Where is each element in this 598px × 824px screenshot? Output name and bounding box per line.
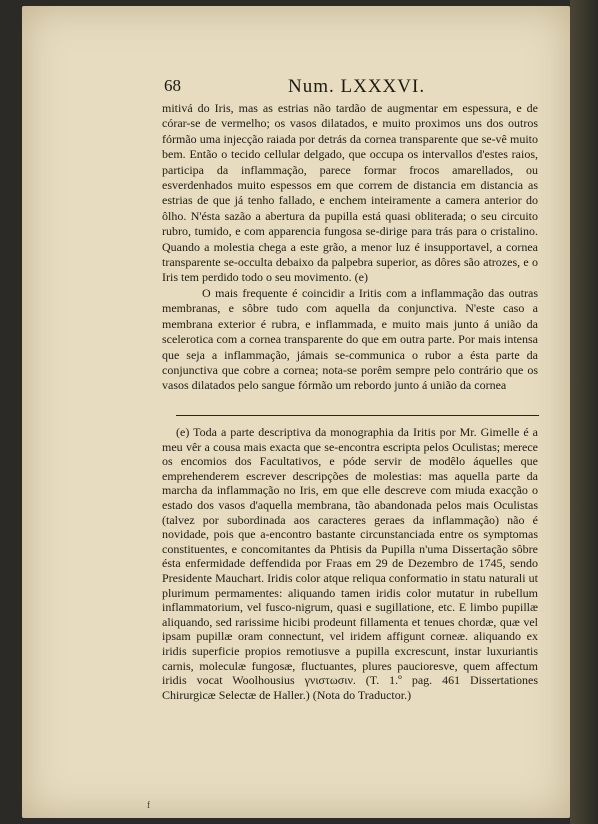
footnote xyxy=(162,425,538,702)
page-header xyxy=(164,76,540,98)
main-text xyxy=(162,101,538,394)
paragraph-2: O mais frequente é coincidir a Iritis com a inflammação das outras membranas, e sôbre tudo com aquella da conjunctiva. N'este caso a membrana exterior é rubra, e inflammada, e muito mais junto á união da scelerotica com a cornea transparente do que em outra parte. Por mais intensa que seja a inflammação, jámais se-communica o rubor a ésta parte da conjunctiva que cobre a cornea; nota-se porêm sempre pelo contrário que os vasos dilatados pelo sangue fórmão um rebordo junto á união da cornea xyxy=(162,285,538,393)
footnote-text: (e) Toda a parte descriptiva da monographia da Iritis por Mr. Gimelle é a meu vêr a cousa mais exacta que se-encontra escripta pelos Oculistas; merece os encomios dos Facultativos, e póde servir de modêlo áquelles que emprehenderem escrever descripções de molestias: mas aquella parte da marcha da inflammação no Iris, em que elle descreve com miuda exacção o estado dos vasos d'aquella membrana, tão abandonada pelos mais Oculistas (talvez por subordinada aos caracteres geraes da inflammação) não é novidade, pois que a-encontro bastante circunstanciada entre os symptomas constituentes, e concomitantes da Phtisis da Pupilla n'uma Dissertação sôbre ésta enfermidade deffendida por Fraas em 29 de Dezembro de 1745, sendo Presidente Mauchart. Iridis color atque reliqua conformatio in statu naturali ut plurimum permamentes: aliquando tamen iridis color mutatur in rubellum inflammatorium, vel fusco-nigrum, quasi e sugillatione, etc. E limbo pupillæ aliquando, sed rarissime hicibi prodeunt fillamenta et tenues chordæ, quæ vel ipsam pupillæ oram connectunt, vel iridem affigunt corneæ. aliquando ex iridis superficie propios remotiusve a pupilla excrescunt, instar luxuriantis carnis, moleculæ fungosæ, fluctuantes, plures paucioresve, quem affectum iridis vocat Woolhousius γνιστωσιν. (T. 1.º pag. 461 Dissertationes Chirurgicæ Selectæ de Haller.) (Nota do Traductor.) xyxy=(162,425,538,702)
running-title: Num. LXXXVI. xyxy=(288,76,426,97)
page-number: 68 xyxy=(164,76,181,95)
paragraph-1: mitivá do Iris, mas as estrias não tardão de augmentar em espessura, e de córar-se de vermelho; os vasos dilatados, e muito proximos uns dos outros fórmão uma injecção raiada por detrás da cornea transparente que se-vê muito bem. Então o tecido cellular delgado, que occupa os intervallos d'estes raios, participa da inflammação, parece formar frocos amarellados, ou esverdenhados muito espessos em que correm de distancia em distancia as estrias de que já tenho fallado, e enchem inteiramente a camera anterior do ôlho. N'ésta sazão a abertura da pupilla está quasi obliterada; o seu circuito rubro, tumido, e com apparencia fungosa se-dirige para trás para o cristalino. Quando a molestia chega a este grão, a menor luz é insupportavel, a cornea transparente se-occulta debaixo da palpebra superior, as dôres são atrozes, e o Iris tem perdido todo o seu movimento. (e) xyxy=(162,101,538,285)
book-binding xyxy=(570,0,598,824)
footnote-divider xyxy=(176,415,539,416)
signature-mark: f xyxy=(147,800,150,810)
